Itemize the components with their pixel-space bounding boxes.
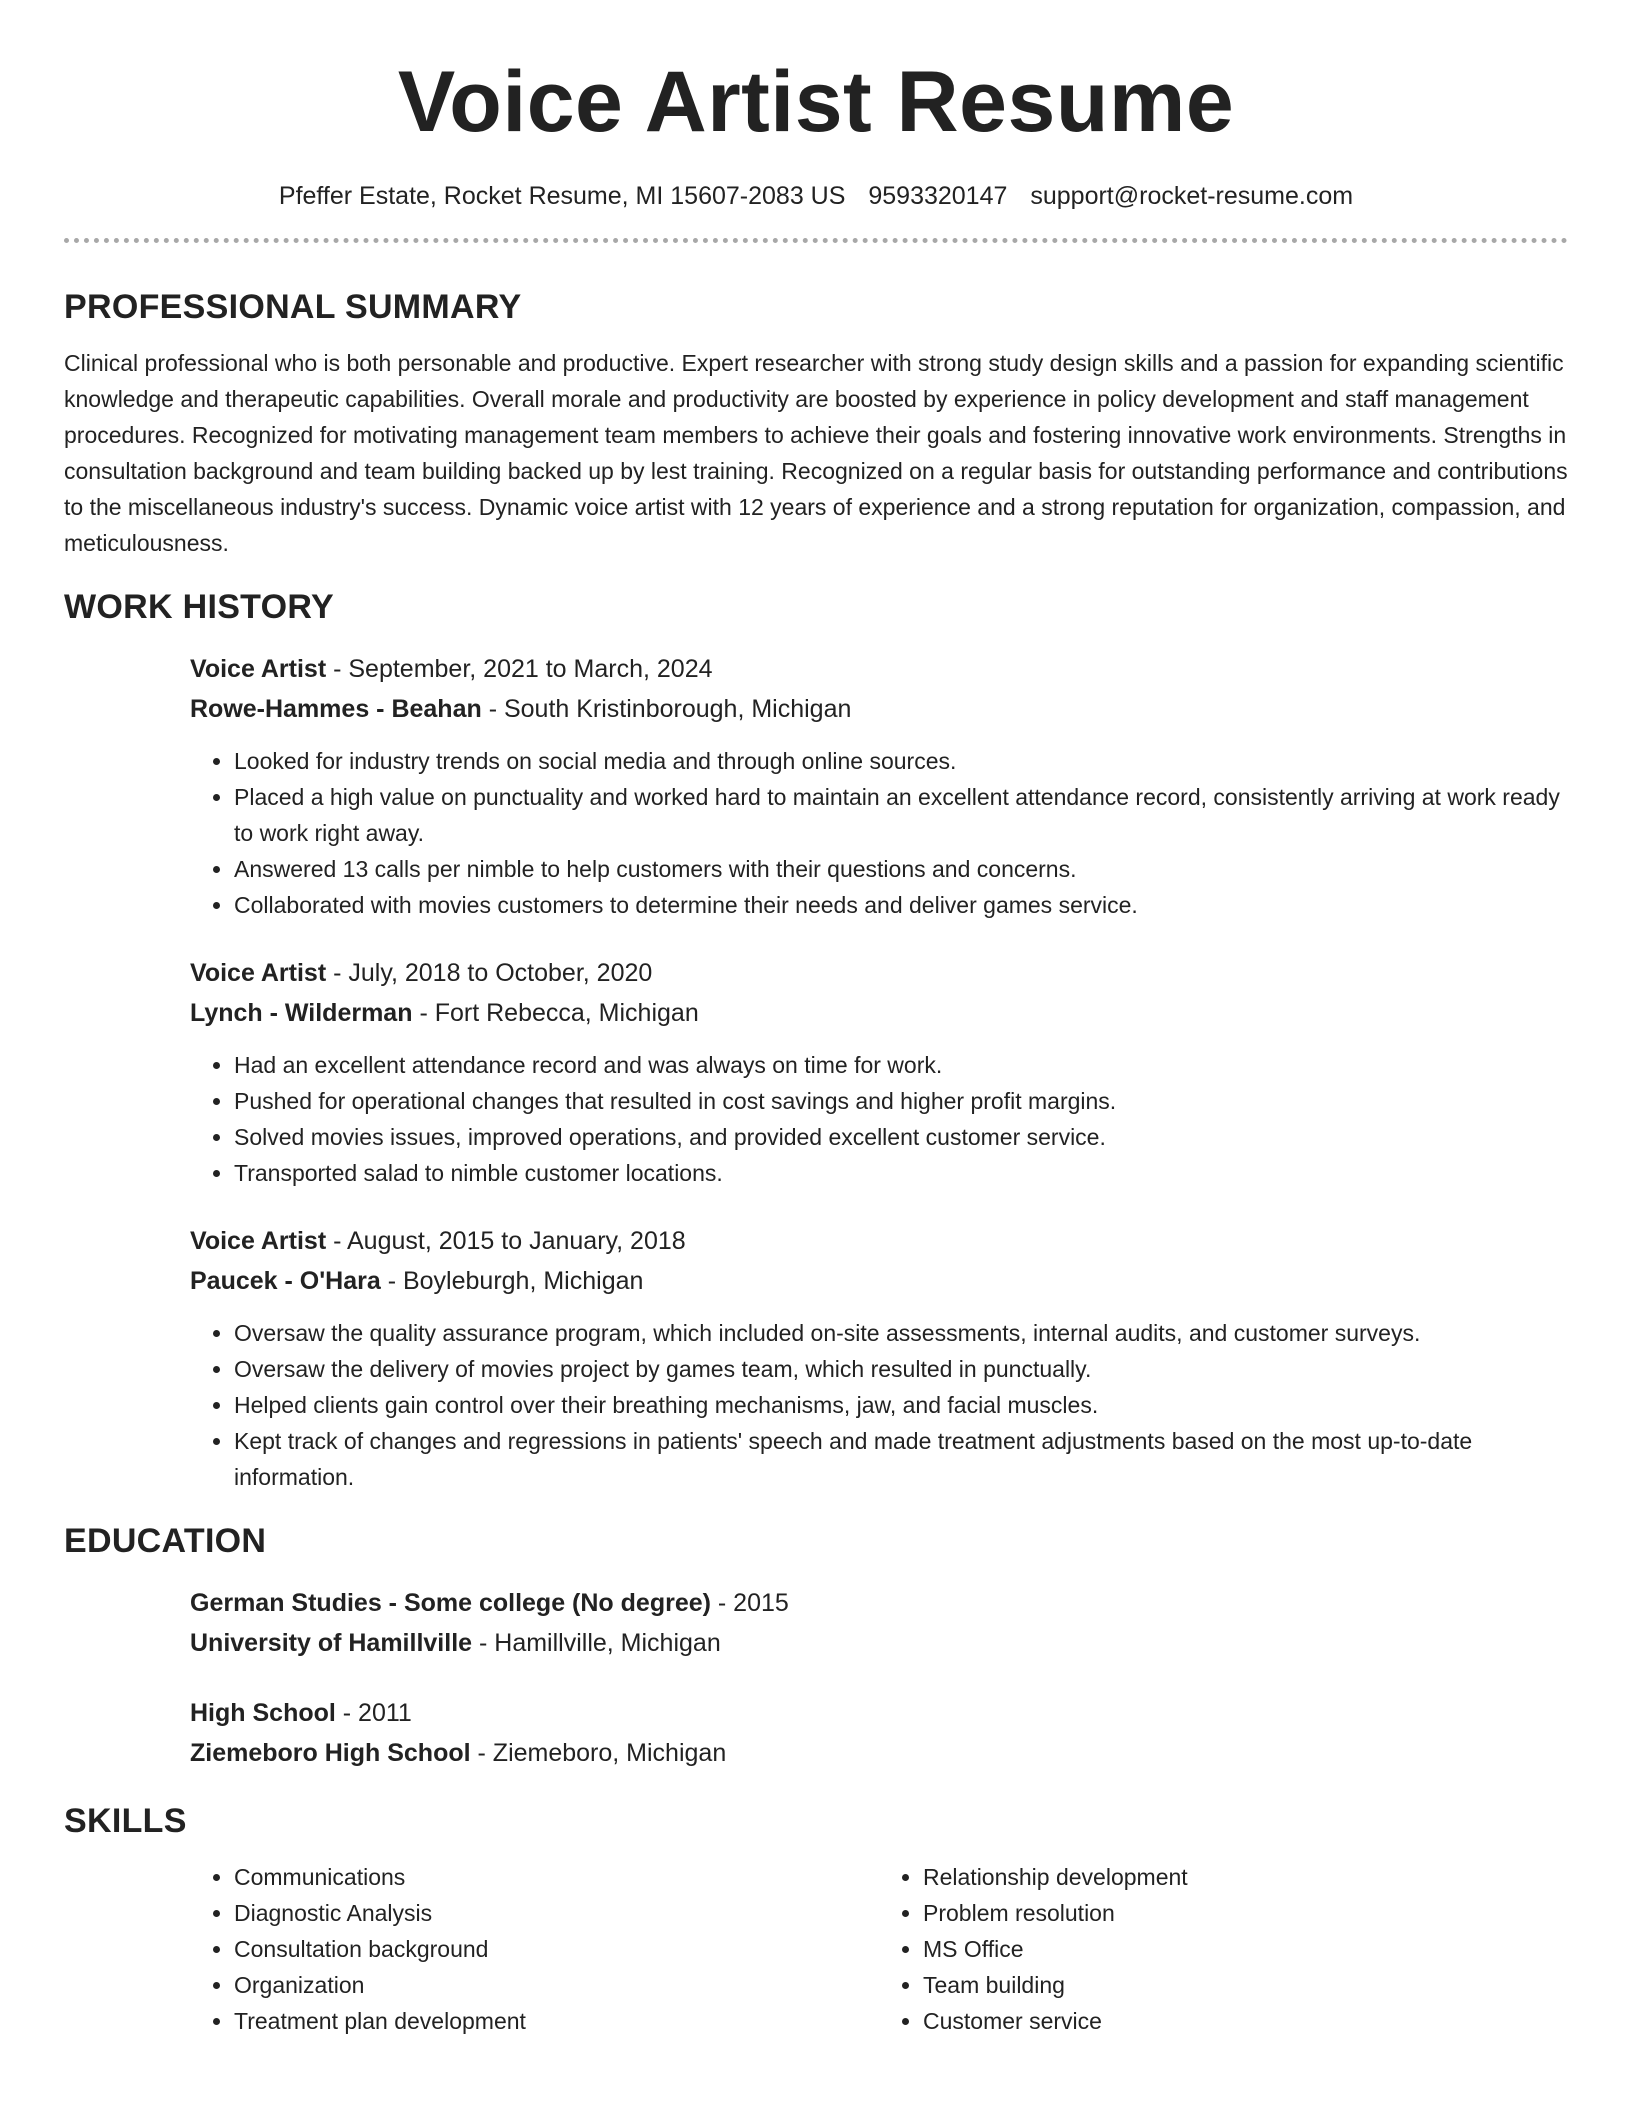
job-entry — [190, 953, 1568, 1191]
job-company-line — [190, 993, 1568, 1033]
job-bullet: • Placed a high value on punctuality and worked hard to maintain an excellent attendance record, consistently arriving at work ready to work right away. — [234, 779, 1568, 851]
skill-item: • Communications — [234, 1859, 879, 1895]
skill-item: • Team building — [923, 1967, 1568, 2003]
header-divider — [64, 238, 1568, 243]
skill-item: • Consultation background — [234, 1931, 879, 1967]
job-dates: - August, 2015 to January, 2018 — [326, 1227, 686, 1255]
education-school: Ziemeboro High School — [190, 1739, 471, 1767]
job-bullet: • Transported salad to nimble customer locations. — [234, 1155, 1568, 1191]
job-bullet: • Kept track of changes and regressions in patients' speech and made treatment adjustments based on the most up-to-date information. — [234, 1423, 1568, 1495]
skill-item: • Treatment plan development — [234, 2003, 879, 2039]
job-bullets — [190, 1315, 1568, 1495]
job-title: Voice Artist — [190, 655, 327, 683]
skills-list — [190, 1859, 1568, 2039]
job-company: Rowe-Hammes - Beahan — [190, 695, 482, 723]
job-dates: - September, 2021 to March, 2024 — [326, 655, 713, 683]
contact-line — [64, 180, 1568, 212]
work-history-heading: WORK HISTORY — [64, 588, 334, 626]
education-school: University of Hamillville — [190, 1629, 473, 1657]
education-degree-line — [190, 1583, 1568, 1623]
skill-item: • Relationship development — [923, 1859, 1568, 1895]
skill-item: • MS Office — [923, 1931, 1568, 1967]
contact-address: Pfeffer Estate, Rocket Resume, MI 15607-2083 US — [278, 182, 846, 210]
education-year: - 2011 — [335, 1699, 412, 1727]
skill-item: • Organization — [234, 1967, 879, 2003]
summary-heading: PROFESSIONAL SUMMARY — [64, 288, 522, 326]
skill-item: • Diagnostic Analysis — [234, 1895, 879, 1931]
job-location: - Boyleburgh, Michigan — [380, 1267, 644, 1295]
job-bullets — [190, 743, 1568, 923]
education-entry — [190, 1583, 1568, 1663]
job-company-line — [190, 689, 1568, 729]
skills-column-left — [190, 1859, 879, 2039]
job-bullet: • Solved movies issues, improved operations, and provided excellent customer service. — [234, 1119, 1568, 1155]
job-bullet: • Oversaw the quality assurance program, which included on-site assessments, internal audits, and customer surveys. — [234, 1315, 1568, 1351]
job-location: - Fort Rebecca, Michigan — [412, 999, 699, 1027]
job-bullet: • Looked for industry trends on social media and through online sources. — [234, 743, 1568, 779]
job-title-line — [190, 649, 1568, 689]
job-bullet: • Pushed for operational changes that resulted in cost savings and higher profit margins. — [234, 1083, 1568, 1119]
education-degree: High School — [190, 1699, 336, 1727]
education-degree-line — [190, 1693, 1568, 1733]
education-heading: EDUCATION — [64, 1522, 267, 1560]
skills-heading: SKILLS — [64, 1802, 187, 1840]
job-bullet: • Answered 13 calls per nimble to help customers with their questions and concerns. — [234, 851, 1568, 887]
job-company: Lynch - Wilderman — [190, 999, 413, 1027]
job-title-line — [190, 1221, 1568, 1261]
job-bullet: • Collaborated with movies customers to determine their needs and deliver games service. — [234, 887, 1568, 923]
resume-title: Voice Artist Resume — [397, 54, 1235, 150]
job-title-line — [190, 953, 1568, 993]
education-degree: German Studies - Some college (No degree) — [190, 1589, 711, 1617]
job-bullets — [190, 1047, 1568, 1191]
contact-email: support@rocket-resume.com — [1030, 182, 1354, 210]
job-bullet: • Oversaw the delivery of movies project by games team, which resulted in punctually. — [234, 1351, 1568, 1387]
job-entry — [190, 649, 1568, 923]
job-company-line — [190, 1261, 1568, 1301]
job-entry — [190, 1221, 1568, 1495]
education-school-line — [190, 1623, 1568, 1663]
job-title: Voice Artist — [190, 1227, 327, 1255]
job-company: Paucek - O'Hara — [190, 1267, 381, 1295]
job-bullet: • Had an excellent attendance record and was always on time for work. — [234, 1047, 1568, 1083]
job-location: - South Kristinborough, Michigan — [481, 695, 852, 723]
job-bullet: • Helped clients gain control over their breathing mechanisms, jaw, and facial muscles. — [234, 1387, 1568, 1423]
job-title: Voice Artist — [190, 959, 327, 987]
skill-item: • Problem resolution — [923, 1895, 1568, 1931]
contact-phone: 9593320147 — [868, 182, 1008, 210]
job-dates: - July, 2018 to October, 2020 — [326, 959, 653, 987]
skills-column-right — [879, 1859, 1568, 2039]
education-school-line — [190, 1733, 1568, 1773]
skill-item: • Customer service — [923, 2003, 1568, 2039]
education-year: - 2015 — [710, 1589, 789, 1617]
education-entry — [190, 1693, 1568, 1773]
education-location: - Hamillville, Michigan — [472, 1629, 721, 1657]
resume-page — [64, 0, 1568, 2039]
summary-text: Clinical professional who is both personable and productive. Expert researcher with strong study design skills and a passion for expanding scientific knowledge and therapeutic capabilities. Overall morale and productivity are boosted by experience in policy development and staff management procedures. Recognized for motivating management team members to achieve their goals and fostering innovative work environments. Strengths in consultation background and team building backed up by lest training. Recognized on a regular basis for outstanding performance and contributions to the miscellaneous industry's success. Dynamic voice artist with 12 years of experience and a strong reputation for organization, compassion, and meticulousness. — [64, 350, 1568, 556]
education-location: - Ziemeboro, Michigan — [470, 1739, 727, 1767]
